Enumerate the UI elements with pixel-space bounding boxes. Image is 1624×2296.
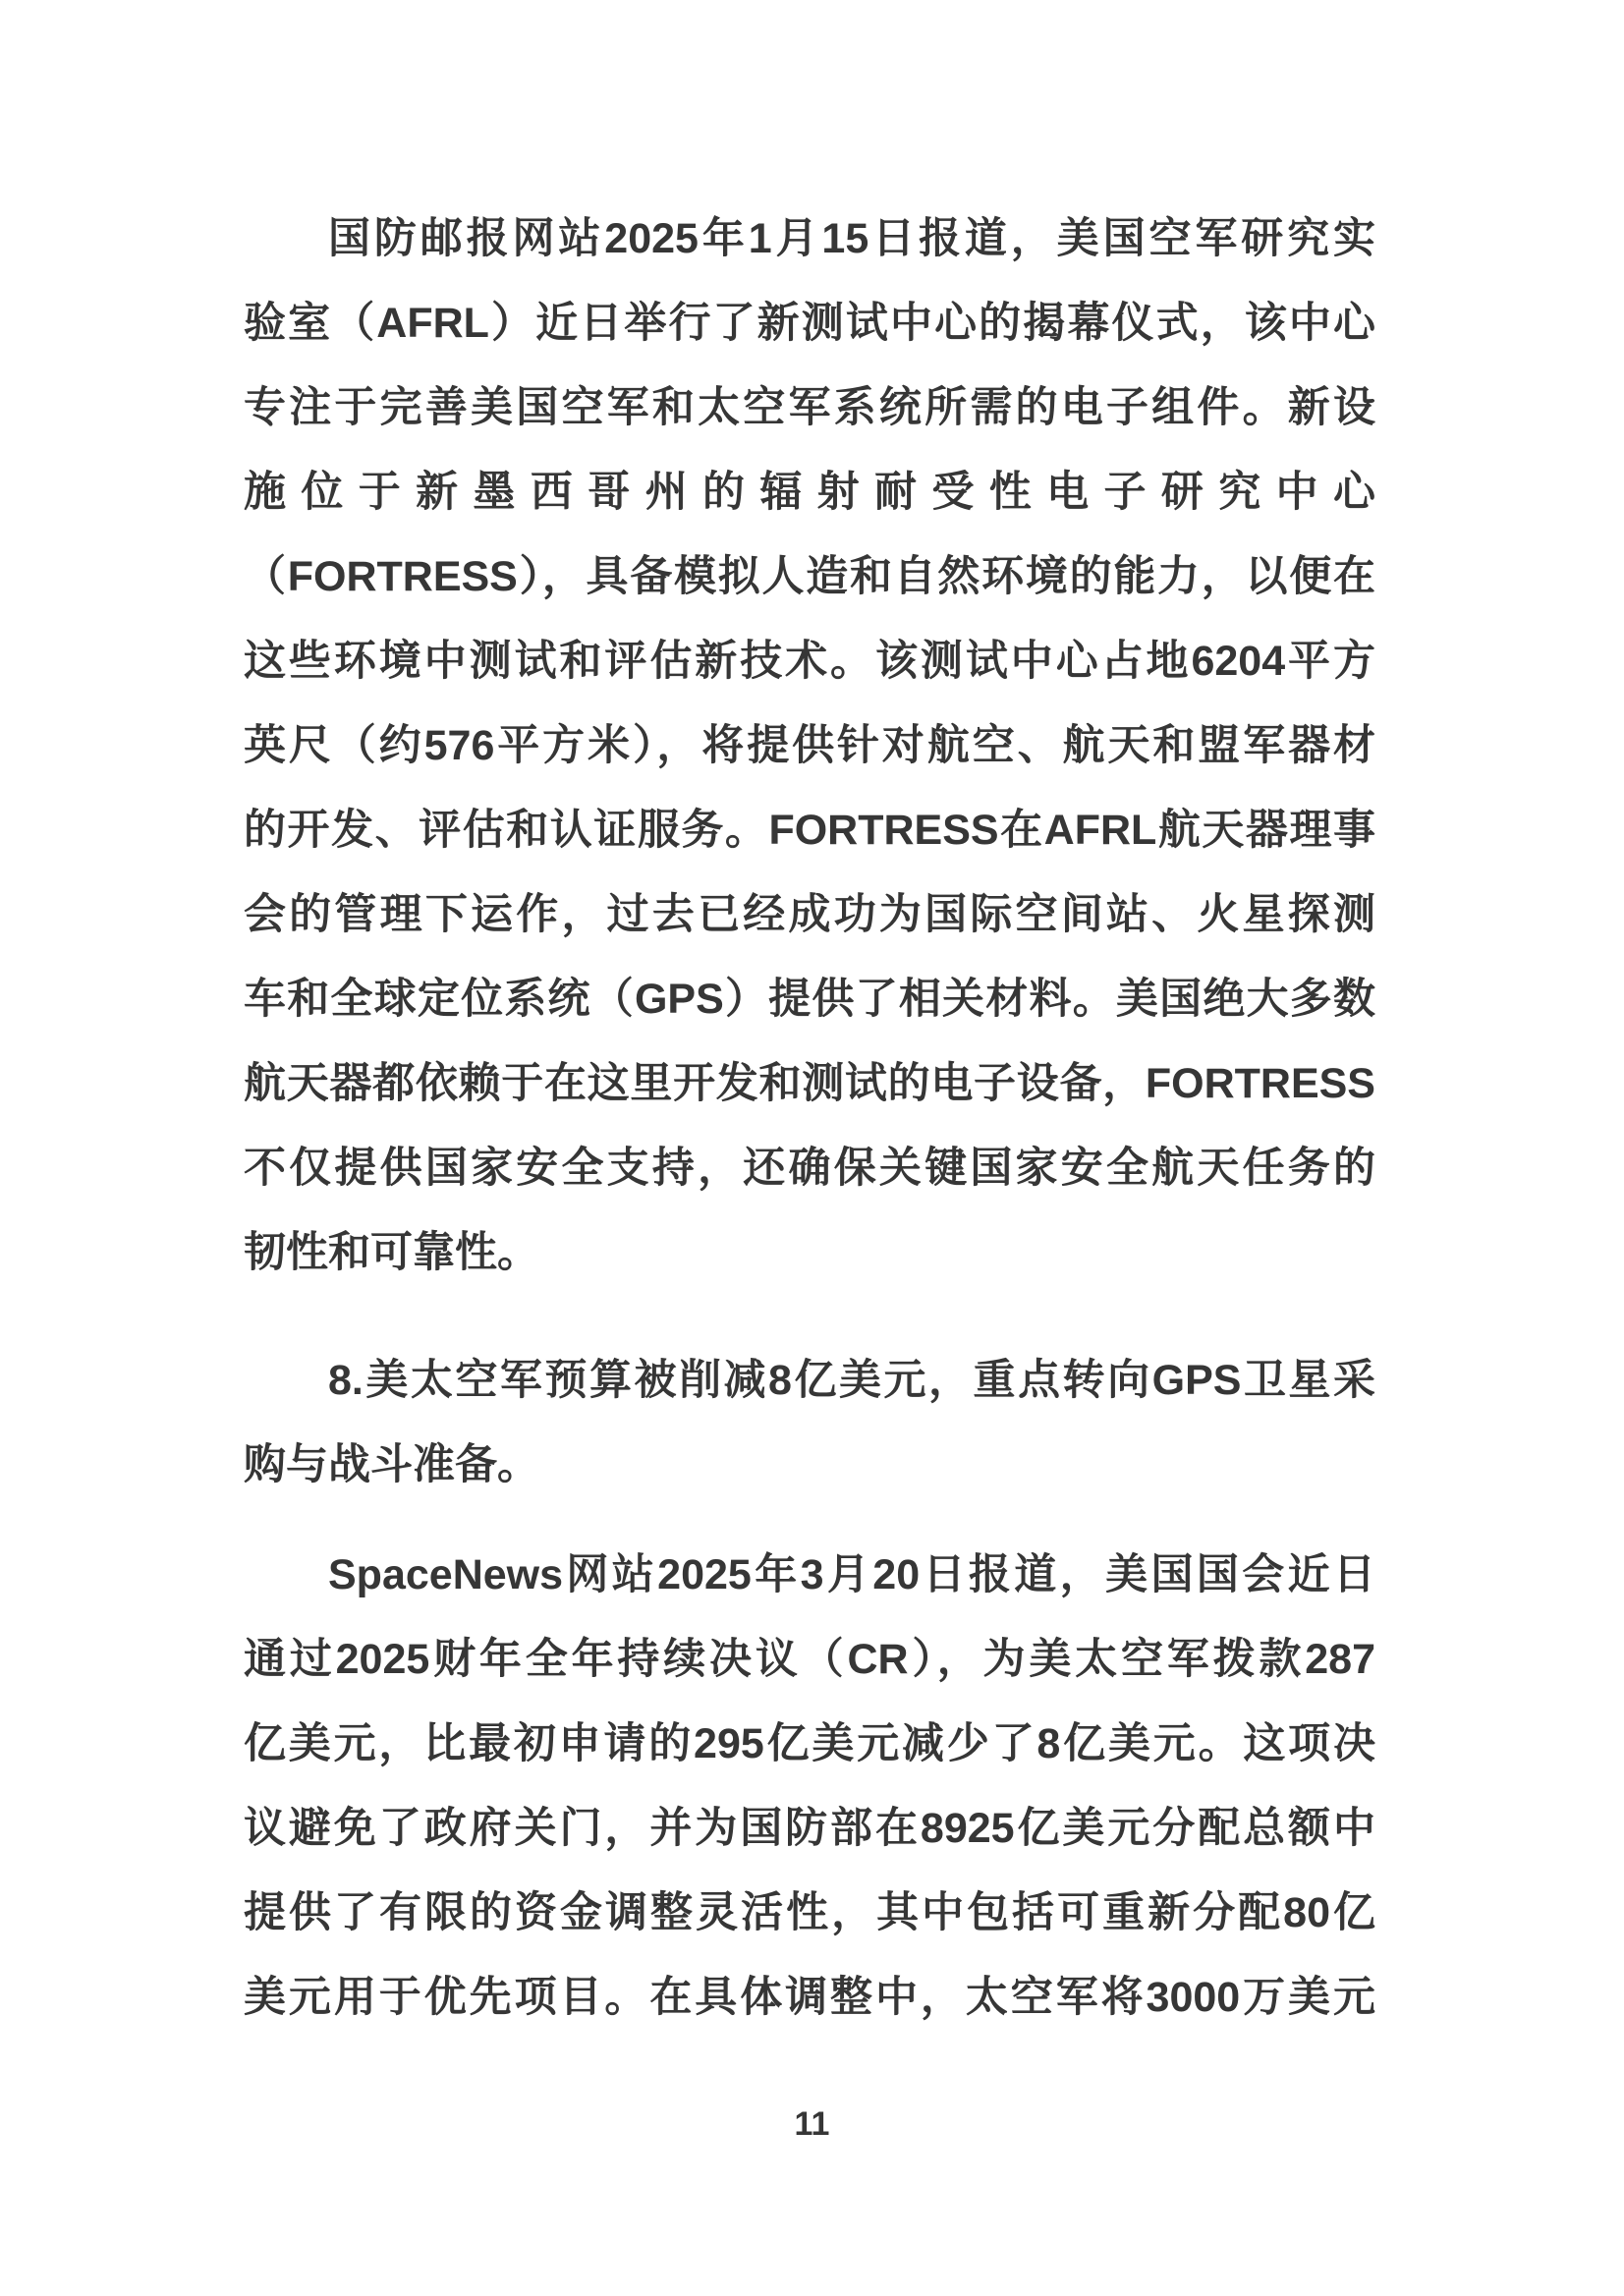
text-line: 国防邮报网站2025年1月15日报道，美国空军研究实 xyxy=(328,215,1375,262)
text-line: 这些环境中测试和评估新技术。该测试中心占地6204平方 xyxy=(244,638,1375,685)
text-line: （FORTRESS），具备模拟人造和自然环境的能力，以便在 xyxy=(244,553,1375,600)
text-line: 会的管理下运作，过去已经成功为国际空间站、火星探测 xyxy=(244,891,1375,938)
text-line: 不仅提供国家安全支持，还确保关键国家安全航天任务的 xyxy=(244,1145,1375,1192)
heading-line: 购与战斗准备。 xyxy=(244,1441,539,1488)
text-line: SpaceNews网站2025年3月20日报道，美国国会近日 xyxy=(328,1551,1375,1598)
paragraph-afrl-news xyxy=(244,196,1375,1295)
text-line: 验室（AFRL）近日举行了新测试中心的揭幕仪式，该中心 xyxy=(244,300,1375,347)
text-line: 美元用于优先项目。在具体调整中，太空军将3000万美元 xyxy=(244,1974,1375,2021)
text-line: 议避免了政府关门，并为国防部在8925亿美元分配总额中 xyxy=(244,1805,1375,1852)
text-line: 施位于新墨西哥州的辐射耐受性电子研究中心 xyxy=(244,469,1375,516)
page-content xyxy=(244,196,1375,2040)
text-line: 专注于完善美国空军和太空军系统所需的电子组件。新设 xyxy=(244,384,1375,431)
text-line: 亿美元，比最初申请的295亿美元减少了8亿美元。这项决 xyxy=(244,1720,1375,1767)
paragraph-spacenews xyxy=(244,1533,1375,2040)
text-line: 英尺（约576平方米），将提供针对航空、航天和盟军器材 xyxy=(244,722,1375,769)
text-line: 韧性和可靠性。 xyxy=(244,1229,539,1276)
text-line: 通过2025财年全年持续决议（CR），为美太空军拨款287 xyxy=(244,1636,1375,1683)
section-heading-8 xyxy=(244,1338,1375,1507)
text-line: 提供了有限的资金调整灵活性，其中包括可重新分配80亿 xyxy=(244,1889,1375,1936)
page-number: 11 xyxy=(794,2105,830,2143)
text-line: 航天器都依赖于在这里开发和测试的电子设备，FORTRESS xyxy=(244,1060,1375,1107)
text-line: 车和全球定位系统（GPS）提供了相关材料。美国绝大多数 xyxy=(244,976,1375,1023)
heading-line: 8.美太空军预算被削减8亿美元，重点转向GPS卫星采 xyxy=(328,1357,1375,1404)
text-line: 的开发、评估和认证服务。FORTRESS在AFRL航天器理事 xyxy=(244,807,1375,854)
